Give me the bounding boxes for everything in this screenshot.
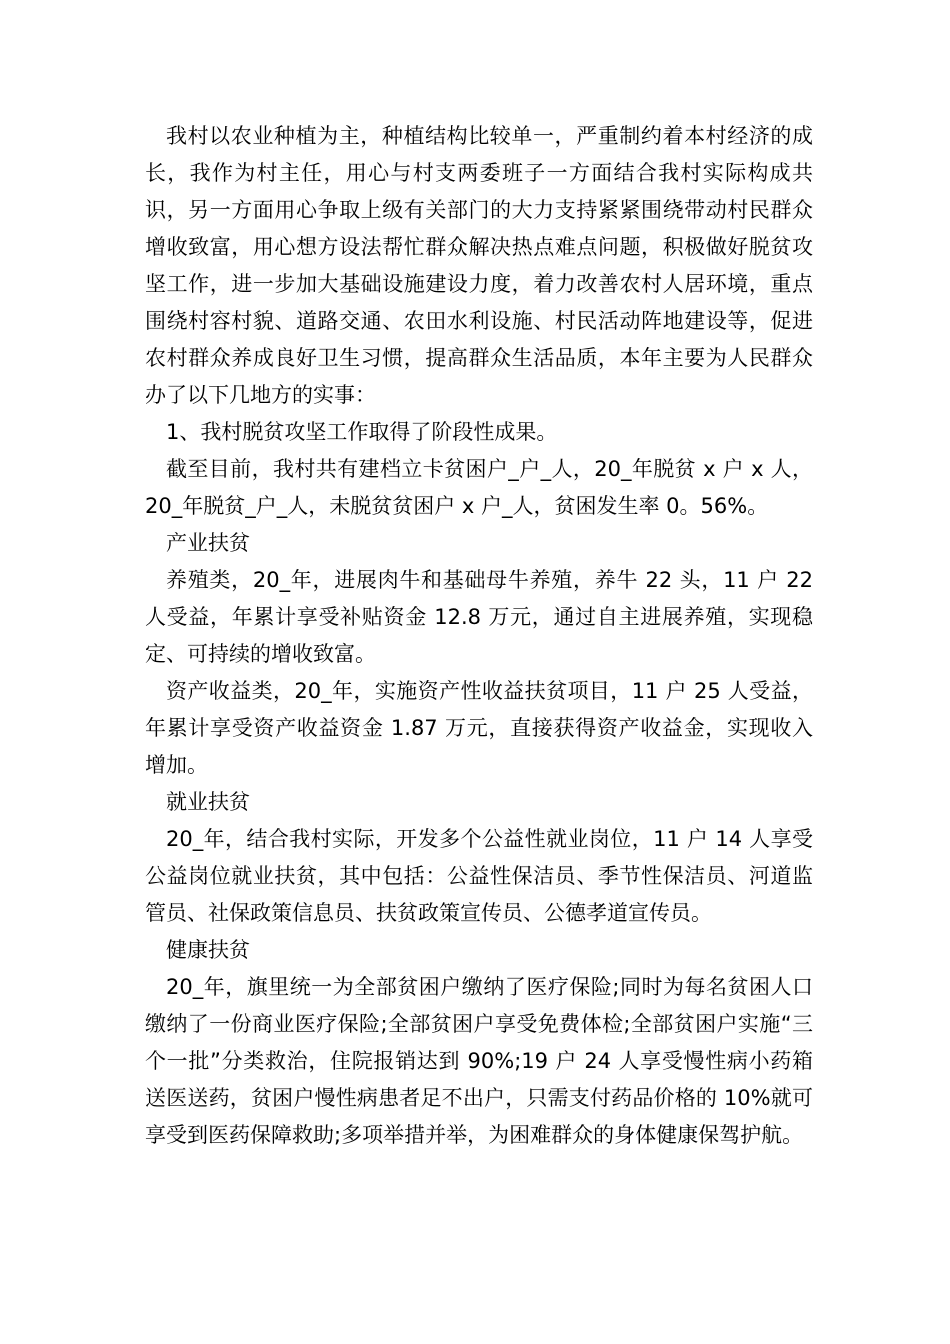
- heading-employment: 就业扶贫: [166, 790, 250, 814]
- document-page: [145, 118, 813, 1154]
- heading-health: 健康扶贫: [166, 938, 250, 962]
- health-paragraph: 20_年，旗里统一为全部贫困户缴纳了医疗保险;同时为每名贫困人口缴纳了一份商业医疗保险;全部贫困户享受免费体检;全部贫困户实施“三个一批”分类救治，住院报销达到 90%;19 户 24 人享受慢性病小药箱送医送药，贫困户慢性病患者足不出户，只需支付药品价格的 10%就可享受到医药保障救助;多项举措并举，为困难群众的身体健康保驾护航。: [145, 975, 813, 1147]
- asset-income-paragraph: 资产收益类，20_年，实施资产性收益扶贫项目，11 户 25 人受益，年累计享受资产收益资金 1.87 万元，直接获得资产收益金，实现收入增加。: [145, 679, 813, 777]
- employment-paragraph: 20_年，结合我村实际，开发多个公益性就业岗位，11 户 14 人享受公益岗位就业扶贫，其中包括：公益性保洁员、季节性保洁员、河道监管员、社保政策信息员、扶贫政策宣传员、公德孝道宣传员。: [145, 827, 813, 925]
- intro-paragraph: 我村以农业种植为主，种植结构比较单一，严重制约着本村经济的成长，我作为村主任，用心与村支两委班子一方面结合我村实际构成共识，另一方面用心争取上级有关部门的大力支持紧紧围绕带动村民群众增收致富，用心想方设法帮忙群众解决热点难点问题，积极做好脱贫攻坚工作，进一步加大基础设施建设力度，着力改善农村人居环境，重点围绕村容村貌、道路交通、农田水利设施、村民活动阵地建设等，促进农村群众养成良好卫生习惯，提高群众生活品质，本年主要为人民群众办了以下几地方的实事：: [145, 124, 813, 407]
- livestock-paragraph: 养殖类，20_年，进展肉牛和基础母牛养殖，养牛 22 头，11 户 22 人受益，年累计享受补贴资金 12.8 万元，通过自主进展养殖，实现稳定、可持续的增收致富。: [145, 568, 813, 666]
- section-item-1: 1、我村脱贫攻坚工作取得了阶段性成果。: [166, 420, 558, 444]
- heading-industry: 产业扶贫: [166, 531, 250, 555]
- poverty-stats-paragraph: 截至目前，我村共有建档立卡贫困户_户_人，20_年脱贫 x 户 x 人，20_年脱贫_户_人，未脱贫贫困户 x 户_人，贫困发生率 0。56%。: [145, 457, 813, 518]
